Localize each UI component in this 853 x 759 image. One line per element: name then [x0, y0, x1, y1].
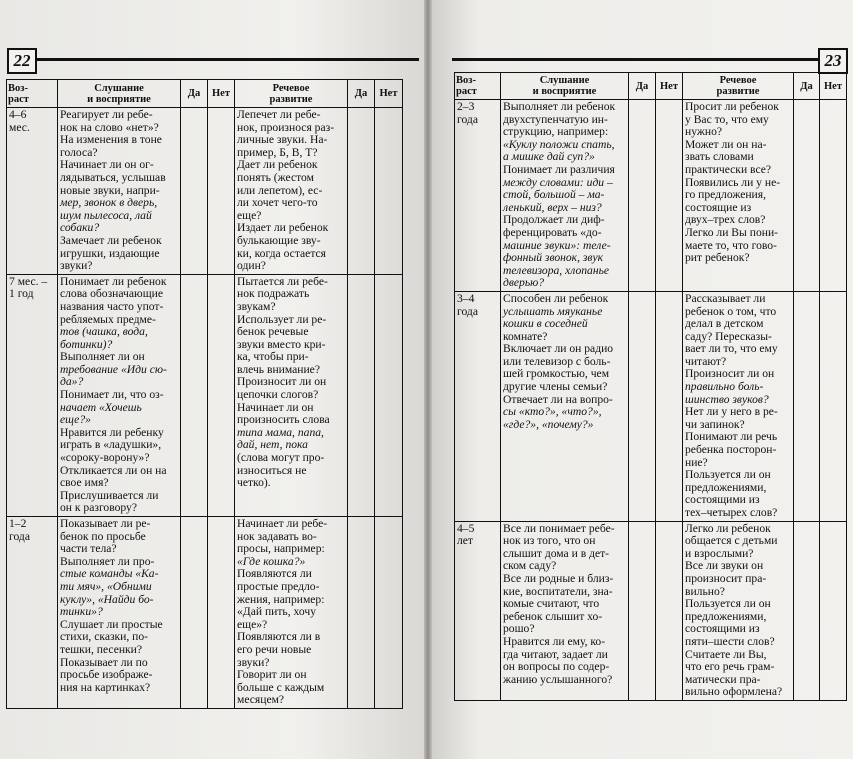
listening-cell	[58, 274, 181, 516]
speech-line: больше с каждым	[237, 680, 325, 694]
yes-checkbox-cell	[794, 521, 820, 700]
speech-line: произносить слова	[237, 413, 330, 427]
header-listening: Слушание и восприятие	[58, 80, 181, 108]
speech-line: бенок речевые	[237, 325, 309, 339]
speech-line: Все ли звуки он	[685, 559, 764, 573]
speech-line: ли хочет чего-то	[237, 196, 318, 210]
listening-line: свое имя?	[60, 476, 109, 490]
no-checkbox-cell	[375, 108, 403, 275]
listening-line: да»?	[60, 375, 84, 389]
speech-line: го предложения,	[685, 188, 766, 202]
listening-line: а мишке дай суп?»	[503, 150, 595, 164]
speech-line: звукам?	[237, 299, 276, 313]
listening-line: фонный звонок, звук	[503, 251, 604, 265]
yes-checkbox-cell	[181, 108, 208, 275]
yes-checkbox-cell	[629, 291, 656, 521]
speech-line: Появляются ли	[237, 567, 312, 581]
header-age: Воз- раст	[455, 73, 501, 100]
listening-line: ребенок слышит хо-	[503, 609, 603, 623]
speech-line: (слова могут про-	[237, 451, 325, 465]
speech-line: состоящими из	[685, 622, 760, 636]
listening-line: Слушает ли простые	[60, 617, 163, 631]
listening-line: бенок по просьбе	[60, 529, 146, 543]
table-row	[7, 274, 403, 516]
listening-line: сы «кто?», «что?»,	[503, 405, 602, 419]
age-line: 3–4	[457, 291, 475, 305]
age-line: 1 год	[9, 287, 34, 301]
speech-line: нок, произнося раз-	[237, 120, 335, 134]
hearing-table-left	[6, 79, 403, 709]
page-number-right: 23	[818, 48, 848, 74]
age-line: 4–6	[9, 108, 27, 121]
listening-line: мер, звонок в дверь,	[60, 196, 158, 210]
age-cell	[455, 100, 501, 292]
listening-line: телевизора, хлопанье	[503, 263, 610, 277]
table-row	[7, 517, 403, 709]
speech-line: Начинает ли ребе-	[237, 517, 328, 530]
no-checkbox-cell	[820, 521, 847, 700]
header-yes: Да	[181, 80, 208, 108]
speech-line: ка, чтобы при-	[237, 350, 309, 364]
header-no-2: Нет	[375, 80, 403, 108]
listening-cell	[58, 108, 181, 275]
speech-line: личные звуки. На-	[237, 133, 328, 147]
listening-line: рошо?	[503, 622, 535, 636]
speech-line: четко).	[237, 476, 271, 490]
age-cell	[455, 521, 501, 700]
speech-cell	[683, 100, 794, 292]
speech-line: Просит ли ребенок	[685, 100, 779, 113]
table-row	[455, 100, 847, 292]
listening-line: еще?»	[60, 413, 91, 427]
speech-cell	[235, 274, 348, 516]
listening-line: Способен ли ребенок	[503, 291, 609, 305]
age-cell	[7, 108, 58, 275]
listening-line: новые звуки, напри-	[60, 183, 160, 197]
yes-checkbox-cell	[629, 521, 656, 700]
speech-line: шинство звуков?	[685, 392, 769, 406]
listening-line: ти мяч», «Обними	[60, 579, 152, 593]
speech-line: общается с детьми	[685, 534, 778, 548]
header-yes: Да	[629, 73, 656, 100]
speech-cell	[683, 521, 794, 700]
speech-line: предложениями,	[685, 609, 767, 623]
age-line: года	[457, 112, 478, 126]
listening-line: Откликается ли он на	[60, 463, 167, 477]
speech-line: читают?	[685, 354, 727, 368]
speech-line: произносит пра-	[685, 571, 767, 585]
listening-line: дверью?	[503, 276, 545, 290]
listening-line: Все ли понимает ребе-	[503, 521, 615, 535]
listening-line: кошки в соседней	[503, 317, 588, 331]
listening-line: стихи, сказки, по-	[60, 630, 149, 644]
speech-line: понять (жестом	[237, 170, 314, 184]
listening-line: Начинает ли он ог-	[60, 158, 154, 172]
listening-line: ребляемых предме-	[60, 312, 156, 326]
listening-line: между словами: иди –	[503, 175, 613, 189]
right-page	[428, 0, 853, 759]
listening-cell	[501, 100, 629, 292]
listening-line: Выполняет ли ребенок	[503, 100, 616, 113]
listening-line: начает «Хочешь	[60, 400, 142, 414]
speech-cell	[683, 291, 794, 521]
listening-cell	[501, 291, 629, 521]
header-listening: Слушание и восприятие	[501, 73, 629, 100]
header-age: Воз- раст	[7, 80, 58, 108]
speech-line: Использует ли ре-	[237, 312, 327, 326]
speech-line: дай, нет, пока	[237, 438, 308, 452]
speech-line: маете то, что гово-	[685, 238, 777, 252]
speech-line: матически пра-	[685, 672, 761, 686]
listening-line: Реагирует ли ребе-	[60, 108, 153, 121]
age-line: года	[9, 529, 30, 543]
speech-line: его речи новые	[237, 642, 312, 656]
listening-line: Нравится ли ему, ко-	[503, 634, 606, 648]
listening-line: играть в «ладушки»,	[60, 438, 162, 452]
listening-line: Все ли родные и близ-	[503, 571, 614, 585]
no-checkbox-cell	[375, 274, 403, 516]
listening-line: ленький, верх – низ?	[503, 200, 602, 214]
listening-line: струкцию, например:	[503, 125, 609, 139]
speech-line: жения, например:	[237, 592, 325, 606]
speech-line: Появились ли у не-	[685, 175, 781, 189]
listening-line: звуки?	[60, 259, 93, 273]
speech-line: нок задавать во-	[237, 529, 317, 543]
listening-line: Включает ли он радио	[503, 342, 614, 356]
listening-line: нок из того, что он	[503, 534, 596, 548]
listening-line: комнате?	[503, 329, 548, 343]
no-checkbox-cell	[820, 291, 847, 521]
speech-line: типа мама, папа,	[237, 425, 324, 439]
speech-line: еще»?	[237, 617, 268, 631]
speech-cell	[235, 108, 348, 275]
table-header-row	[7, 80, 403, 108]
listening-line: ском саду?	[503, 559, 557, 573]
speech-line: пример, Б, В, Т?	[237, 145, 318, 159]
speech-line: еще?	[237, 208, 262, 222]
age-line: 1–2	[9, 517, 27, 530]
listening-cell	[58, 517, 181, 709]
listening-line: «Куклу положи спать,	[503, 137, 615, 151]
listening-line: гда читают, задает ли	[503, 647, 608, 661]
hearing-table-right	[454, 72, 847, 701]
age-line: мес.	[9, 120, 30, 134]
speech-line: нок подражать	[237, 287, 310, 301]
table-row	[455, 521, 847, 700]
speech-line: Легко ли Вы пони-	[685, 225, 779, 239]
speech-line: пяти–шести слов?	[685, 634, 775, 648]
yes-checkbox-cell	[794, 291, 820, 521]
speech-line: у Вас то, что ему	[685, 112, 769, 126]
listening-line: «сороку-ворону»?	[60, 451, 150, 465]
speech-line: звать словами	[685, 150, 754, 164]
speech-line: состоящие из	[685, 200, 752, 214]
speech-line: ние?	[685, 455, 708, 469]
speech-line: двух–трех слов?	[685, 213, 766, 227]
listening-line: стые команды «Ка-	[60, 567, 159, 581]
speech-line: правильно боль-	[685, 380, 764, 394]
speech-line: практически все?	[685, 162, 772, 176]
listening-line: Выполняет ли про-	[60, 554, 155, 568]
speech-line: ребенка посторон-	[685, 443, 777, 457]
speech-line: тех–четырех слов?	[685, 506, 778, 519]
age-line: лет	[457, 534, 473, 548]
speech-line: делал в детском	[685, 317, 764, 331]
listening-line: ференцировать «до-	[503, 225, 602, 239]
yes-checkbox-cell	[181, 274, 208, 516]
listening-cell	[501, 521, 629, 700]
listening-line: Показывает ли по	[60, 655, 148, 669]
listening-line: требование «Иди сю-	[60, 362, 167, 376]
speech-line: предложениями,	[685, 480, 767, 494]
speech-line: месяцем?	[237, 693, 285, 707]
listening-line: шей громкостью, чем	[503, 367, 610, 381]
age-line: года	[457, 304, 478, 318]
listening-line: Понимает ли различия	[503, 162, 615, 176]
listening-line: жанию услышанного?	[503, 672, 613, 686]
yes-checkbox-cell	[348, 108, 375, 275]
speech-line: Говорит ли он	[237, 668, 307, 682]
listening-line: или телевизор с боль-	[503, 354, 611, 368]
listening-line: тешки, песенки?	[60, 642, 143, 656]
speech-line: Пользуется ли он	[685, 468, 771, 482]
listening-line: куклу», «Найди бо-	[60, 592, 154, 606]
listening-line: Понимает ли ребенок	[60, 274, 167, 288]
yes-checkbox-cell	[348, 517, 375, 709]
age-line: 7 мес. –	[9, 274, 48, 288]
table-row	[455, 291, 847, 521]
speech-line: износиться не	[237, 463, 307, 477]
no-checkbox-cell	[656, 521, 683, 700]
listening-line: шум пылесоса, лай	[60, 208, 152, 222]
speech-line: и взрослыми?	[685, 546, 754, 560]
speech-line: «Где кошка?»	[237, 554, 306, 568]
header-rule-left	[35, 58, 419, 61]
listening-line: он вопросы по содер-	[503, 660, 610, 674]
listening-line: слышит дома и в дет-	[503, 546, 610, 560]
table-body	[7, 108, 403, 709]
header-yes-2: Да	[348, 80, 375, 108]
age-cell	[7, 274, 58, 516]
speech-line: Считаете ли Вы,	[685, 647, 767, 661]
no-checkbox-cell	[656, 100, 683, 292]
speech-line: состоящими из	[685, 493, 760, 507]
listening-line: Выполняет ли он	[60, 350, 145, 364]
speech-line: Пользуется ли он	[685, 597, 771, 611]
listening-line: ботинки)?	[60, 337, 113, 351]
listening-line: Понимает ли, что оз-	[60, 388, 164, 402]
speech-line: влечь внимание?	[237, 362, 320, 376]
listening-line: кие, воспитатели, зна-	[503, 584, 613, 598]
header-yes-2: Да	[794, 73, 820, 100]
listening-line: нок на слово «нет»?	[60, 120, 159, 134]
listening-line: тинки»?	[60, 605, 103, 619]
listening-line: «где?», «почему?»	[503, 417, 594, 431]
listening-line: лядываться, услышав	[60, 170, 166, 184]
speech-line: Понимают ли речь	[685, 430, 778, 444]
header-no: Нет	[656, 73, 683, 100]
speech-line: вильно?	[685, 584, 725, 598]
no-checkbox-cell	[208, 274, 235, 516]
speech-line: ки, когда остается	[237, 246, 327, 260]
speech-line: один?	[237, 259, 266, 273]
table-row	[7, 108, 403, 275]
speech-line: Дает ли ребенок	[237, 158, 318, 172]
no-checkbox-cell	[375, 517, 403, 709]
age-cell	[7, 517, 58, 709]
no-checkbox-cell	[208, 517, 235, 709]
speech-line: вильно оформлена?	[685, 685, 783, 699]
speech-cell	[235, 517, 348, 709]
speech-line: Произносит ли он	[237, 375, 327, 389]
speech-line: что его речь грам-	[685, 660, 775, 674]
yes-checkbox-cell	[794, 100, 820, 292]
listening-line: слова обозначающие	[60, 287, 163, 301]
listening-line: тов (чашка, вода,	[60, 325, 148, 339]
listening-line: другие члены семьи?	[503, 380, 608, 394]
listening-line: На изменения в тоне	[60, 133, 162, 147]
listening-line: игрушки, издающие	[60, 246, 160, 260]
age-line: 4–5	[457, 521, 475, 535]
speech-line: цепочки слогов?	[237, 388, 319, 402]
listening-line: Отвечает ли на вопро-	[503, 392, 613, 406]
speech-line: Может ли он на-	[685, 137, 767, 151]
age-line: 2–3	[457, 100, 475, 113]
no-checkbox-cell	[656, 291, 683, 521]
speech-line: или лепетом), ес-	[237, 183, 323, 197]
speech-line: Появляются ли в	[237, 630, 321, 644]
speech-line: Рассказывает ли	[685, 291, 766, 305]
age-cell	[455, 291, 501, 521]
header-no-2: Нет	[820, 73, 847, 100]
page-number-left: 22	[7, 48, 37, 74]
speech-line: Пытается ли ребе-	[237, 274, 328, 288]
no-checkbox-cell	[208, 108, 235, 275]
speech-line: Нет ли у него в ре-	[685, 405, 778, 419]
speech-line: рит ребенок?	[685, 251, 750, 265]
header-speech: Речевое развитие	[683, 73, 794, 100]
listening-line: собаки?	[60, 221, 100, 235]
speech-line: звуки вместо кри-	[237, 337, 326, 351]
speech-line: «Дай пить, хочу	[237, 605, 316, 619]
speech-line: ребенок о том, что	[685, 304, 777, 318]
header-no: Нет	[208, 80, 235, 108]
speech-line: просы, например:	[237, 542, 325, 556]
no-checkbox-cell	[820, 100, 847, 292]
speech-line: Произносит ли он	[685, 367, 775, 381]
listening-line: части тела?	[60, 542, 117, 556]
listening-line: двухступенчатую ин-	[503, 112, 608, 126]
speech-line: Легко ли ребенок	[685, 521, 771, 535]
yes-checkbox-cell	[629, 100, 656, 292]
speech-line: простые предло-	[237, 579, 320, 593]
table-header-row	[455, 73, 847, 100]
header-rule-right	[452, 58, 822, 61]
listening-line: просьбе изображе-	[60, 668, 153, 682]
speech-line: Лепечет ли ребе-	[237, 108, 321, 121]
listening-line: он к разговору?	[60, 501, 137, 515]
listening-line: услышать мяуканье	[503, 304, 603, 318]
listening-line: названия часто упот-	[60, 299, 164, 313]
listening-line: стой, большой – ма-	[503, 188, 605, 202]
listening-line: голоса?	[60, 145, 98, 159]
listening-line: Замечает ли ребенок	[60, 233, 162, 247]
listening-line: комые считают, что	[503, 597, 600, 611]
listening-line: Прислушивается ли	[60, 488, 159, 502]
listening-line: Нравится ли ребенку	[60, 425, 164, 439]
listening-line: Показывает ли ре-	[60, 517, 151, 530]
speech-line: звуки?	[237, 655, 270, 669]
speech-line: саду? Пересказы-	[685, 329, 772, 343]
yes-checkbox-cell	[348, 274, 375, 516]
speech-line: булькающие зву-	[237, 233, 321, 247]
table-body	[455, 100, 847, 701]
yes-checkbox-cell	[181, 517, 208, 709]
listening-line: машние звуки»: теле-	[503, 238, 611, 252]
speech-line: нужно?	[685, 125, 723, 139]
speech-line: Издает ли ребенок	[237, 221, 329, 235]
speech-line: чи запинок?	[685, 417, 745, 431]
listening-line: Продолжает ли диф-	[503, 213, 605, 227]
book-spine	[424, 0, 432, 759]
header-speech: Речевое развитие	[235, 80, 348, 108]
listening-line: ния на картинках?	[60, 680, 151, 694]
speech-line: Начинает ли он	[237, 400, 314, 414]
speech-line: вает ли то, что ему	[685, 342, 778, 356]
